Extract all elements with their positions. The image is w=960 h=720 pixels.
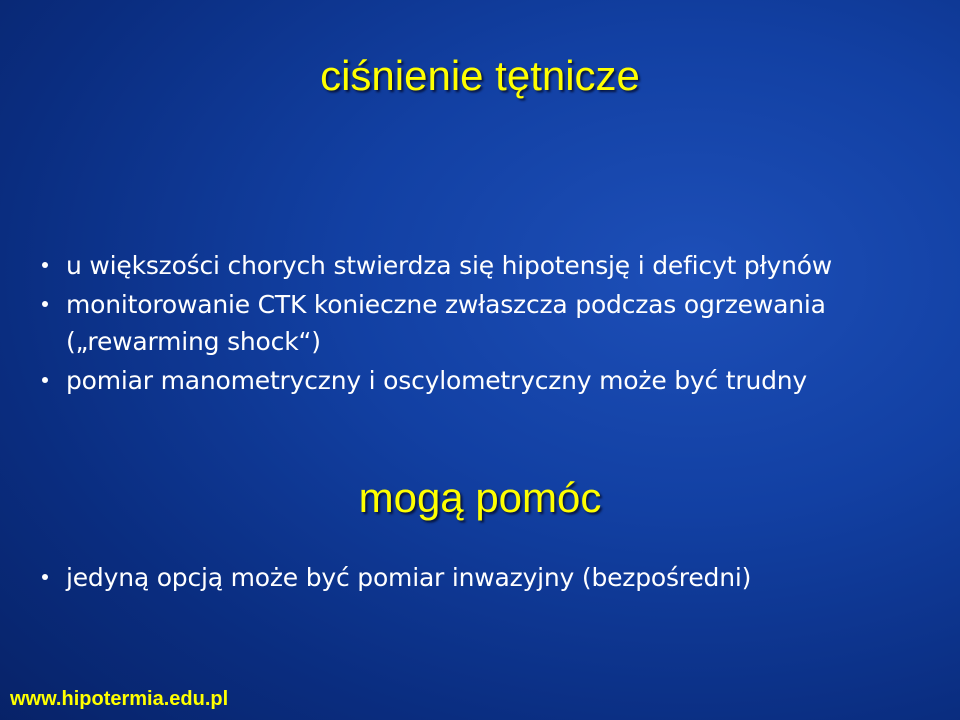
bullet-dot-icon [42, 574, 48, 580]
bullet-item [36, 286, 936, 360]
bullet-text: pomiar manometryczny i oscylometryczny może być trudny [66, 366, 808, 395]
bullet-dot-icon [42, 262, 48, 268]
bullet-text: jedyną opcją może być pomiar inwazyjny (bezpośredni) [66, 563, 752, 592]
slide-title: ciśnienie tętnicze [320, 52, 640, 99]
bullet-text: monitorowanie CTK konieczne zwłaszcza podczas ogrzewania („rewarming shock“) [66, 290, 826, 356]
bullet-list-top [36, 247, 936, 401]
subheading: mogą pomóc [358, 474, 602, 521]
bullet-dot-icon [42, 377, 48, 383]
bullet-dot-icon [42, 301, 48, 307]
footer-url[interactable]: www.hipotermia.edu.pl [10, 688, 229, 710]
bullet-list-bottom [36, 559, 936, 596]
bullet-text: u większości chorych stwierdza się hipotensję i deficyt płynów [66, 251, 833, 280]
bullet-item [36, 559, 936, 596]
bullet-item [36, 362, 936, 399]
bullet-item [36, 247, 936, 284]
